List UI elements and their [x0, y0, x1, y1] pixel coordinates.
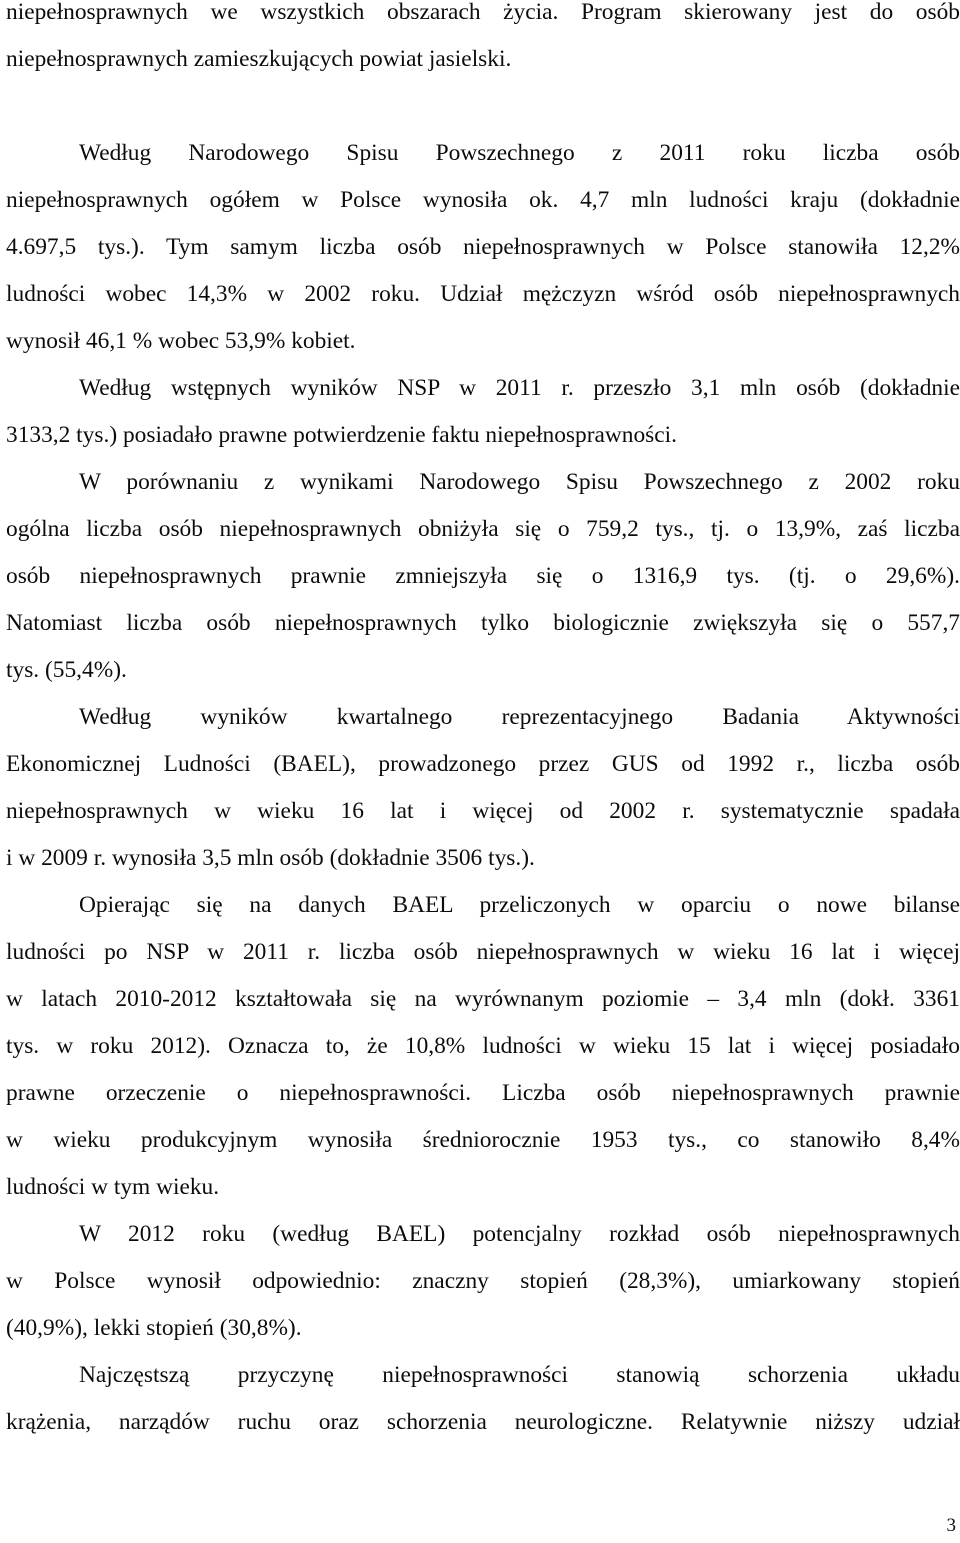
text-line: w latach 2010-2012 kształtowała się na wyrównanym poziomie – 3,4 mln (dokł. 3361: [6, 986, 960, 1012]
text-line: ogólna liczba osób niepełnosprawnych obniżyła się o 759,2 tys., tj. o 13,9%, zaś liczba: [6, 516, 960, 542]
text-line: 4.697,5 tys.). Tym samym liczba osób niepełnosprawnych w Polsce stanowiła 12,2%: [6, 234, 960, 260]
text-line: ludności w tym wieku.: [6, 1174, 220, 1200]
text-line: Według wyników kwartalnego reprezentacyjnego Badania Aktywności: [79, 704, 960, 730]
body-text: [6, 0, 960, 1446]
text-line: Opierając się na danych BAEL przeliczonych w oparciu o nowe bilanse: [79, 892, 960, 918]
text-line: prawne orzeczenie o niepełnosprawności. Liczba osób niepełnosprawnych prawnie: [6, 1080, 960, 1106]
text-line: tys. (55,4%).: [6, 657, 127, 683]
text-line: Natomiast liczba osób niepełnosprawnych tylko biologicznie zwiększyła się o 557,7: [6, 610, 960, 636]
text-line: niepełnosprawnych zamieszkujących powiat jasielski.: [6, 46, 512, 72]
text-line: krążenia, narządów ruchu oraz schorzenia neurologiczne. Relatywnie niższy udział: [6, 1409, 960, 1435]
text-line: ludności wobec 14,3% w 2002 roku. Udział mężczyzn wśród osób niepełnosprawnych: [6, 281, 960, 307]
text-line: ludności po NSP w 2011 r. liczba osób niepełnosprawnych w wieku 16 lat i więcej: [6, 939, 960, 965]
text-line: osób niepełnosprawnych prawnie zmniejszyła się o 1316,9 tys. (tj. o 29,6%).: [6, 563, 960, 589]
page-number: 3: [946, 1515, 956, 1536]
text-line: niepełnosprawnych w wieku 16 lat i więcej od 2002 r. systematycznie spadała: [6, 798, 960, 824]
text-line: Według wstępnych wyników NSP w 2011 r. przeszło 3,1 mln osób (dokładnie: [79, 375, 960, 401]
text-line: (40,9%), lekki stopień (30,8%).: [6, 1315, 302, 1341]
text-line: i w 2009 r. wynosiła 3,5 mln osób (dokładnie 3506 tys.).: [6, 845, 535, 871]
text-line: niepełnosprawnych ogółem w Polsce wynosiła ok. 4,7 mln ludności kraju (dokładnie: [6, 187, 960, 213]
text-line: W porównaniu z wynikami Narodowego Spisu Powszechnego z 2002 roku: [79, 469, 960, 495]
text-line: tys. w roku 2012). Oznacza to, że 10,8% ludności w wieku 15 lat i więcej posiadało: [6, 1033, 960, 1059]
text-line: Ekonomicznej Ludności (BAEL), prowadzonego przez GUS od 1992 r., liczba osób: [6, 751, 960, 777]
text-line: niepełnosprawnych we wszystkich obszarach życia. Program skierowany jest do osób: [6, 0, 960, 25]
text-line: w wieku produkcyjnym wynosiła średniorocznie 1953 tys., co stanowiło 8,4%: [6, 1127, 960, 1153]
text-line: w Polsce wynosił odpowiednio: znaczny stopień (28,3%), umiarkowany stopień: [6, 1268, 960, 1294]
text-line: Według Narodowego Spisu Powszechnego z 2011 roku liczba osób: [79, 140, 960, 166]
text-line: W 2012 roku (według BAEL) potencjalny rozkład osób niepełnosprawnych: [79, 1221, 960, 1247]
text-line: Najczęstszą przyczynę niepełnosprawności stanowią schorzenia układu: [79, 1362, 960, 1388]
text-line: 3133,2 tys.) posiadało prawne potwierdzenie faktu niepełnosprawności.: [6, 422, 677, 448]
text-line: wynosił 46,1 % wobec 53,9% kobiet.: [6, 328, 356, 354]
blank-line: [6, 83, 960, 130]
